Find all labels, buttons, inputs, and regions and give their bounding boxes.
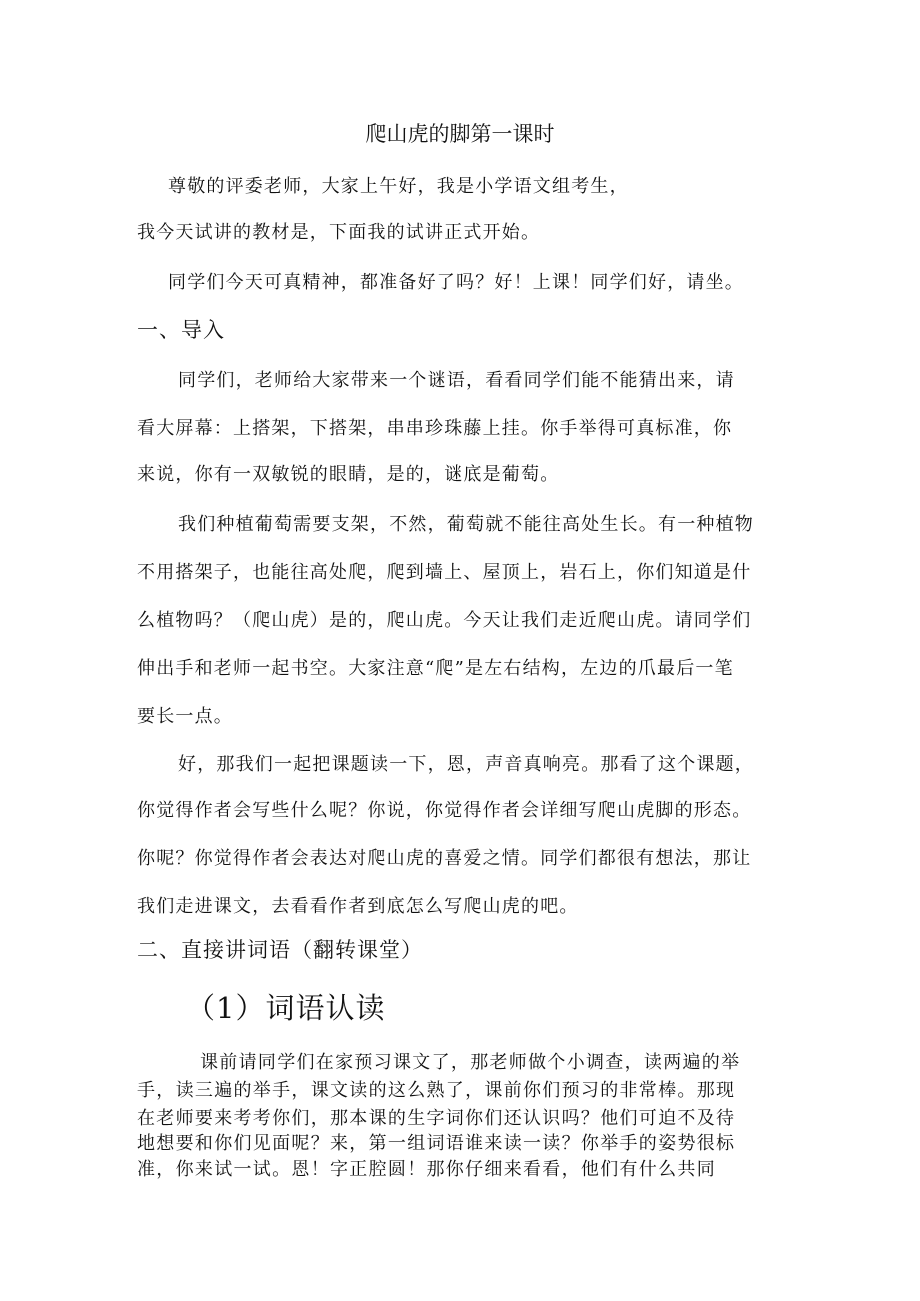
intro-line: 尊敬的评委老师，大家上午好，我是小学语文组考生， — [168, 176, 629, 197]
section2-paragraph-line: 手，读三遍的举手，课文读的这么熟了，课前你们预习的非常棒。那现 — [137, 1080, 736, 1101]
section1-paragraph2-line: 伸出手和老师一起书空。大家注意“爬”是左右结构，左边的爪最后一笔 — [137, 658, 734, 679]
intro-line: 同学们今天可真精神，都准备好了吗？好！上课！同学们好，请坐。 — [168, 272, 744, 293]
section1-heading: 一、导入 — [137, 318, 225, 342]
section1-paragraph2-line: 不用搭架子，也能往高处爬，爬到墙上、屋顶上，岩石上，你们知道是什 — [137, 562, 752, 583]
section2-paragraph-line: 在老师要来考考你们，那本课的生字词你们还认识吗？他们可迫不及待 — [137, 1108, 736, 1129]
section1-paragraph1-line: 同学们，老师给大家带来一个谜语，看看同学们能不能猜出来，请 — [178, 370, 735, 391]
section1-paragraph2-line: 我们种植葡萄需要支架，不然，葡萄就不能往高处生长。有一种植物 — [178, 514, 754, 535]
page-title: 爬山虎的脚第一课时 — [365, 122, 555, 146]
section2-subheading: （1）词语认读 — [186, 991, 386, 1025]
section1-paragraph2-line: 要长一点。 — [137, 706, 233, 727]
section1-paragraph3-line: 你呢？你觉得作者会表达对爬山虎的喜爱之情。同学们都很有想法，那让 — [137, 848, 752, 869]
section1-paragraph3-line: 你觉得作者会写些什么呢？你说，你觉得作者会详细写爬山虎脚的形态。 — [137, 800, 752, 821]
section1-paragraph2-line: 么植物吗？（爬山虎）是的，爬山虎。今天让我们走近爬山虎。请同学们 — [137, 610, 752, 631]
section2-paragraph-line: 课前请同学们在家预习课文了，那老师做个小调查，读两遍的举 — [200, 1052, 741, 1073]
section1-paragraph3-line: 我们走进课文，去看看作者到底怎么写爬山虎的吧。 — [137, 896, 579, 917]
section1-paragraph3-line: 好，那我们一起把课题读一下，恩，声音真响亮。那看了这个课题， — [178, 754, 754, 775]
section2-heading: 二、直接讲词语（翻转课堂） — [137, 938, 423, 962]
section1-paragraph1-line: 来说，你有一双敏锐的眼睛，是的，谜底是葡萄。 — [137, 464, 560, 485]
section1-paragraph1-line: 看大屏幕：上搭架，下搭架，串串珍珠藤上挂。你手举得可真标准，你 — [137, 418, 733, 439]
intro-line: 我今天试讲的教材是，下面我的试讲正式开始。 — [137, 222, 541, 243]
section2-paragraph-line: 地想要和你们见面呢？来，第一组词语谁来读一读？你举手的姿势很标 — [137, 1133, 736, 1154]
section2-paragraph-line: 准，你来试一试。恩！字正腔圆！那你仔细来看看，他们有什么共同 — [137, 1159, 716, 1180]
